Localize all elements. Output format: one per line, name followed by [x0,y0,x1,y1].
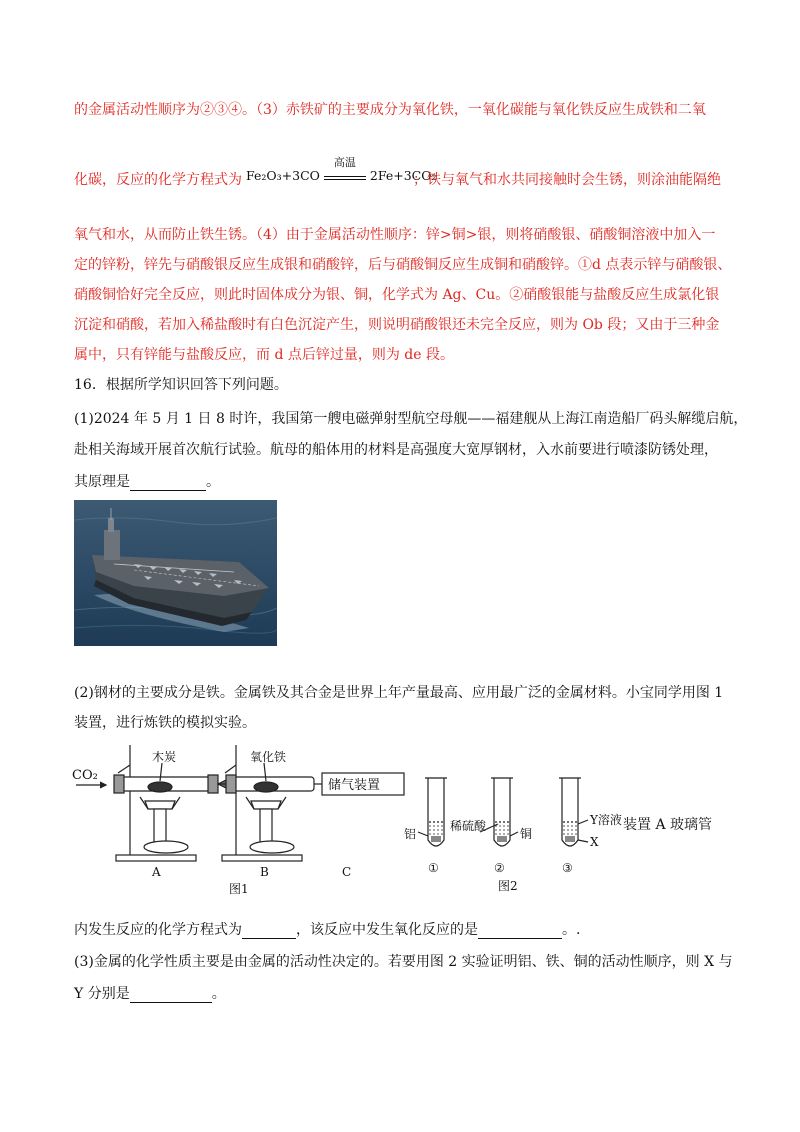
chemical-equation [246,156,437,183]
copper-label: 铜 [520,827,533,841]
answer-blank-4[interactable] [130,988,212,1003]
aluminum-label: 铝 [404,827,417,841]
equation-left: Fe₂O₃+3CO [246,168,320,183]
figure-2-test-tubes [398,770,638,900]
q16-part2-end: 。. [562,922,581,938]
answer-line-2b: ；铁与氧气和水共同接触时会生锈，则涂油能隔绝 [413,172,721,188]
answer-line-1: 的金属活动性顺序为②③④。（3）赤铁矿的主要成分为氧化铁，一氧化碳能与氧化铁反应生成铁和二氧 [74,102,706,118]
storage-device-label: 储气装置 [328,778,381,793]
answer-line-5: 硝酸铜恰好完全反应，则此时固体成分为银、铜，化学式为 Ag、Cu。②硝酸银能与盐酸反应生成氯化银 [74,287,720,303]
q16-part1-prompt: 其原理是 [74,474,130,490]
figure-1-apparatus [70,745,415,901]
q16-part3-end: 。 [211,986,226,1002]
q16-part1-line2: 赴相关海域开展首次航行试验。航母的船体用的材料是高强度大宽厚钢材，入水前要进行喷漆防锈处理， [74,442,718,458]
question-16-heading: 16．根据所学知识回答下列问题。 [74,377,288,393]
figure-1-caption: 图1 [229,882,249,896]
tube-3-number: ③ [562,861,573,875]
q16-part1-line3 [74,473,220,491]
x-label: X [590,835,599,849]
charcoal-label: 木炭 [152,750,177,764]
answer-line-3: 氧气和水，从而防止铁生锈。（4）由于金属活动性顺序：锌>铜>银，则将硝酸银、硝酸铜溶液中加入一 [74,227,716,243]
q16-part1-end: 。 [206,474,220,490]
tube-1-number: ① [428,861,439,875]
dilute-sulfuric-acid-label: 稀硫酸 [450,819,487,833]
answer-line-4: 定的锌粉，锌先与硝酸银反应生成银和硝酸锌，后与硝酸铜反应生成铜和硝酸锌。①d 点表示锌与硝酸银、 [74,257,732,273]
q16-part3-line1: (3)金属的化学性质主要是由金属的活动性决定的。若要用图 2 实验证明铝、铁、铜的活动性顺序，则 X 与 [74,954,733,970]
label-A: A [152,865,161,879]
answer-line-7: 属中，只有锌能与盐酸反应，而 d 点后锌过量，则为 de 段。 [74,347,455,363]
q16-part3-prompt: Y 分别是 [74,986,130,1002]
answer-line-2 [74,171,242,189]
figure-2-caption: 图2 [498,879,518,893]
answer-line-6: 沉淀和硝酸，若加入稀盐酸时有白色沉淀产生，则说明硝酸银还未完全反应，则为 Ob 段；又由于三种金 [74,317,720,333]
q16-part2-prompt-a: 内发生反应的化学方程式为 [74,922,242,938]
aircraft-carrier-photo [74,500,277,646]
q16-part2-line2: 装置，进行炼铁的模拟实验。 [74,715,256,731]
answer-blank-3[interactable] [478,924,562,939]
answer-blank-1[interactable] [130,476,206,491]
iron-oxide-label: 氧化铁 [250,750,287,764]
answer-line-2a: 化碳，反应的化学方程式为 [74,172,242,188]
label-C: C [342,865,352,879]
equation-arrow [324,156,366,180]
answer-blank-2[interactable] [242,924,296,939]
q16-part1-line1: (1)2024 年 5 月 1 日 8 时许，我国第一艘电磁弹射型航空母舰——福建舰从上海江南造船厂码头解缆启航， [74,411,748,427]
q16-part2-line1: (2)钢材的主要成分是铁。金属铁及其合金是世界上年产量最高、应用最广泛的金属材料。小宝同学用图 1 [74,685,724,701]
q16-part2-line3 [74,921,580,939]
tube-2-number: ② [494,861,505,875]
q16-part2-prompt-b: ，该反应中发生氧化反应的是 [296,922,478,938]
equation-right: 2Fe+3CO₂ [369,168,437,183]
q16-part3-line2 [74,985,226,1003]
label-B: B [260,865,269,879]
equation-condition: 高温 [333,156,356,169]
co2-label: CO₂ [72,768,98,783]
device-a-glass-tube-text: 装置 A 玻璃管 [623,817,713,833]
y-solution-label: Y溶液 [590,813,622,827]
